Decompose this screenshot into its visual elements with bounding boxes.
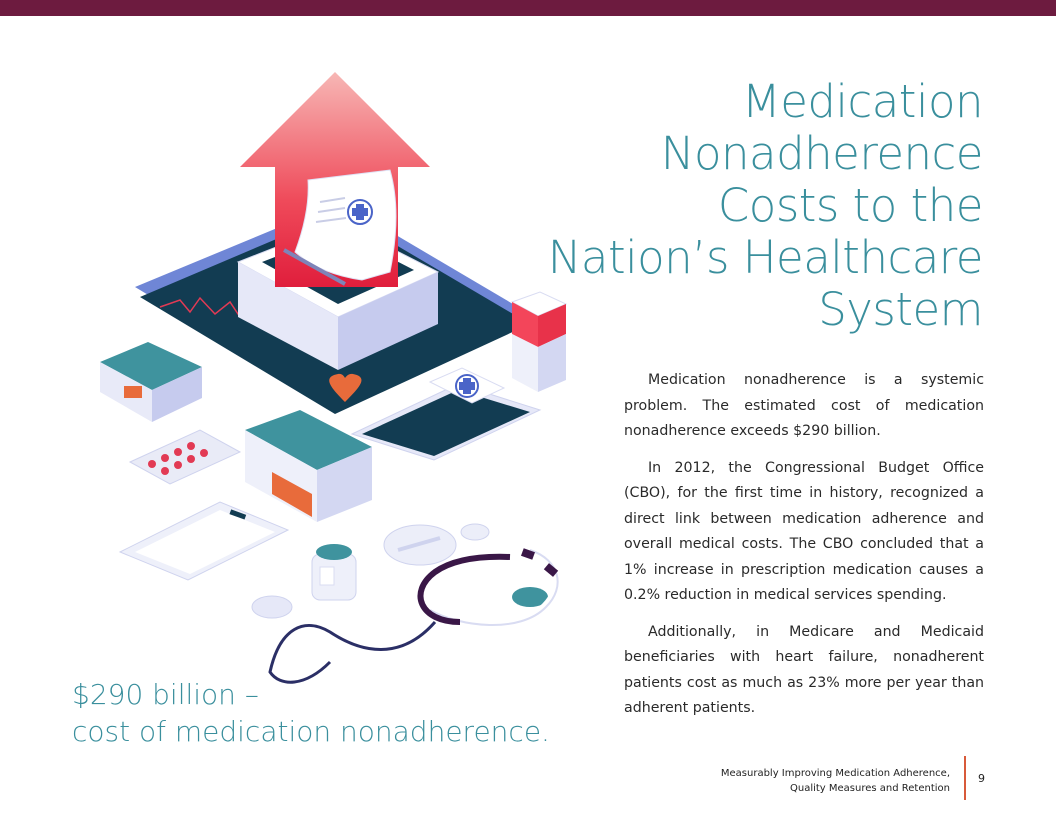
top-brand-bar: [0, 0, 1056, 16]
title-line: Medication: [741, 75, 983, 128]
body-paragraph: In 2012, the Congressional Budget Office (CBO), for the first time in history, recognized a direct link between medication adherence and overall medical costs. The CBO concluded that a 1% increase in prescription medication causes a 0.2% reduction in medical services spending.: [624, 459, 984, 603]
medicine-box-icon: [245, 410, 372, 522]
footer-line-1: Measurably Improving Medication Adherence,: [720, 768, 950, 779]
small-box-icon: [100, 342, 202, 422]
title-line: System: [818, 283, 983, 336]
title-line: Costs to the: [717, 179, 983, 232]
callout-line-1: $290 billion –: [72, 678, 259, 711]
body-paragraph: Additionally, in Medicare and Medicaid beneficiaries with heart failure, nonadherent patients cost as much as 23% more per year than adherent patients.: [624, 623, 984, 716]
blister-pack-icon: [130, 430, 240, 484]
cost-callout: [72, 676, 550, 750]
tablet-device-icon: [120, 502, 288, 580]
healthcare-illustration: [90, 62, 580, 702]
footer-line-2: Quality Measures and Retention: [789, 783, 950, 794]
callout-line-2: cost of medication nonadherence.: [72, 715, 550, 748]
pill-bottle-icon: [312, 544, 356, 600]
body-paragraph: Medication nonadherence is a systemic problem. The estimated cost of medication nonadherence exceeds $290 billion.: [624, 372, 984, 439]
footer-divider: [964, 756, 966, 800]
body-text: [624, 368, 984, 733]
title-line: Nonadherence: [660, 127, 983, 180]
page-title: [543, 76, 983, 336]
stethoscope-icon: [252, 548, 558, 682]
footer-document-title: [721, 766, 950, 796]
title-line: Nation’s Healthcare: [547, 231, 983, 284]
page-number: 9: [978, 772, 985, 785]
pill-icon: [384, 524, 548, 607]
